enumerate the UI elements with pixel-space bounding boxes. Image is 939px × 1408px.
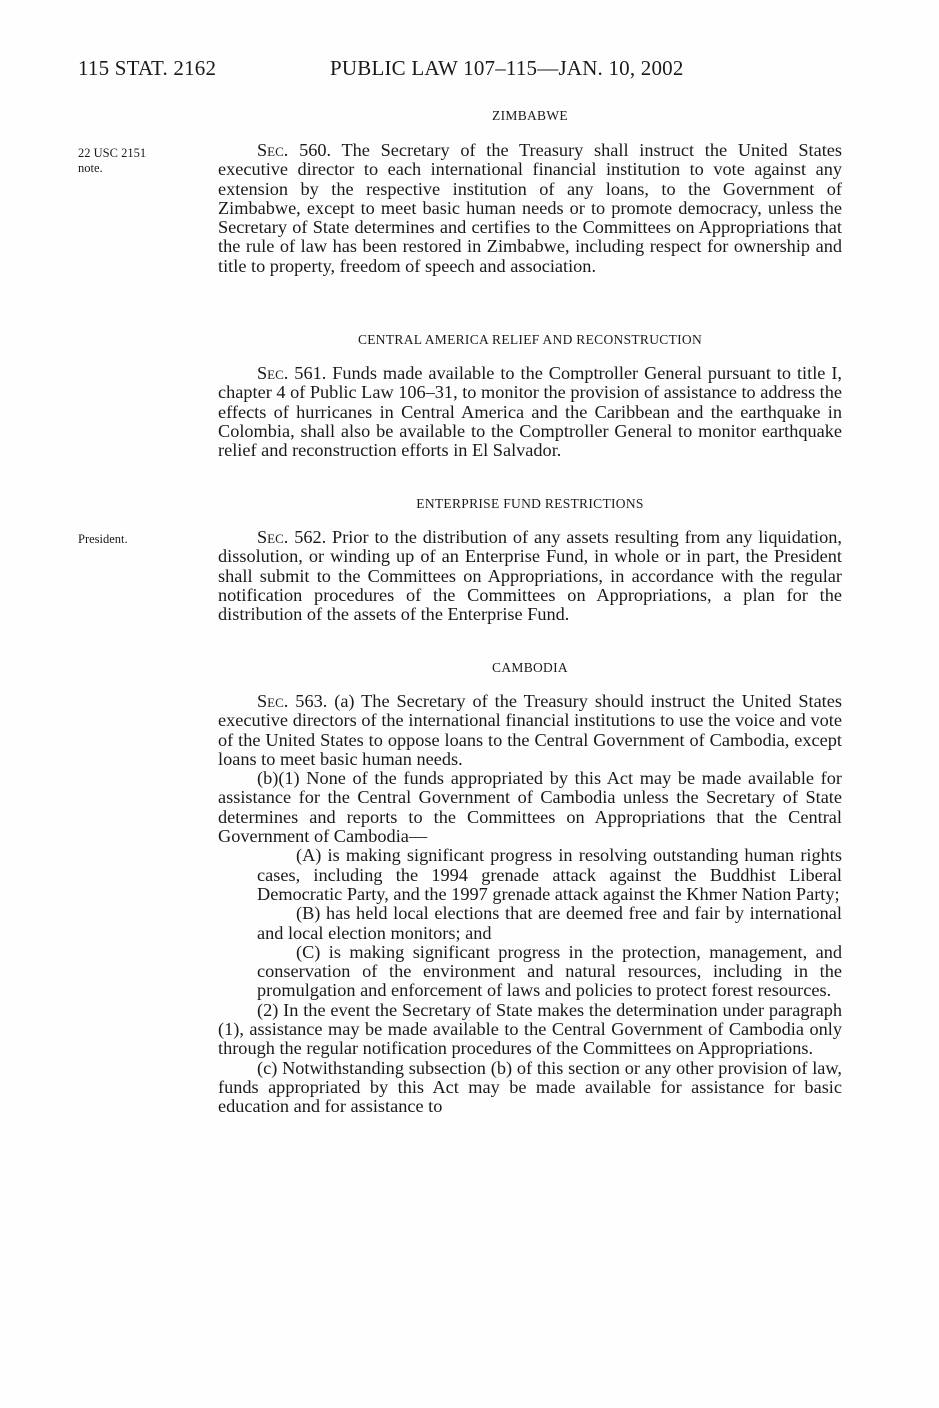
public-law-citation: PUBLIC LAW 107–115—JAN. 10, 2002: [330, 56, 684, 80]
section-562: [218, 528, 842, 624]
section-heading-central-america: CENTRAL AMERICA RELIEF AND RECONSTRUCTION: [357, 332, 703, 347]
margin-note-usc: [78, 146, 198, 176]
section-563-b1: (b)(1) None of the funds appropriated by this Act may be made available for assistance for the Central Government of Cambodia unless the Secretary of State determines and reports to the Committees on Appropriations that the Central Government of Cambodia—: [218, 768, 842, 847]
section-561: [218, 364, 842, 460]
statute-page-number: 115 STAT. 2162: [78, 56, 217, 80]
section-563: [218, 692, 842, 1117]
section-563-b1-A: (A) is making significant progress in resolving outstanding human rights cases, including the 1994 grenade attack against the Buddhist Liberal Democratic Party, and the 1997 grenade attack against the Khmer Nation Party;: [257, 845, 842, 904]
section-561-text: . 561. Funds made available to the Comptroller General pursuant to title I, chapter 4 of Public Law 106–31, to monitor the provision of assistance to address the effects of hurricanes in Central America and the Caribbean and the earthquake in Colombia, shall also be available to the Comptroller General to monitor earthquake relief and reconstruction efforts in El Salvador.: [218, 363, 842, 461]
section-562-text: . 562. Prior to the distribution of any assets resulting from any liquidation, dissolution, or winding up of an Enterprise Fund, in whole or in part, the President shall submit to the Committees on Appropriations, in accordance with the regular notification procedures of the Committees on Appropriations, a plan for the distribution of the assets of the Enterprise Fund.: [218, 527, 842, 625]
section-563-b2: (2) In the event the Secretary of State makes the determination under paragraph (1), assistance may be made available to the Central Government of Cambodia only through the regular notification procedures of the Committees on Appropriations.: [218, 999, 842, 1059]
sec-label: Sec: [257, 140, 284, 160]
section-560-text: . 560. The Secretary of the Treasury shall instruct the United States executive director to each international financial institution to vote against any extension by the respective institution of any loans, to the Government of Zimbabwe, except to meet basic human needs or to promote democracy, unless the Secretary of State determines and certifies to the Committees on Appropriations that the rule of law has been restored in Zimbabwe, including respect for ownership and title to property, freedom of speech and association.: [218, 140, 842, 276]
section-heading-enterprise-fund: ENTERPRISE FUND RESTRICTIONS: [416, 496, 644, 511]
sec-label: Sec: [257, 527, 284, 547]
margin-note-usc-line1: 22 USC 2151: [78, 146, 147, 160]
page-header: [78, 56, 848, 86]
section-heading-cambodia: CAMBODIA: [492, 660, 568, 675]
sec-label: Sec: [257, 691, 284, 711]
sec-label: Sec: [257, 363, 284, 383]
margin-note-usc-line2: note.: [78, 161, 103, 175]
section-heading-zimbabwe: ZIMBABWE: [492, 108, 568, 123]
margin-note-president: President.: [78, 532, 128, 546]
section-563-b1-B: (B) has held local elections that are deemed free and fair by international and local election monitors; and: [257, 903, 842, 943]
section-563-a: Sec. 563. (a) The Secretary of the Treasury should instruct the United States executive directors of the international financial institutions to use the voice and vote of the United States to oppose loans to the Central Government of Cambodia, except loans to meet basic human needs.: [218, 691, 842, 769]
section-563-c: (c) Notwithstanding subsection (b) of this section or any other provision of law, funds appropriated by this Act may be made available for assistance for basic education and for assistance to: [218, 1057, 842, 1117]
section-563-b1-C: (C) is making significant progress in the protection, management, and conservation of the environment and natural resources, including in the promulgation and enforcement of laws and policies to protect forest resources.: [257, 941, 842, 1001]
section-560: [218, 141, 842, 276]
